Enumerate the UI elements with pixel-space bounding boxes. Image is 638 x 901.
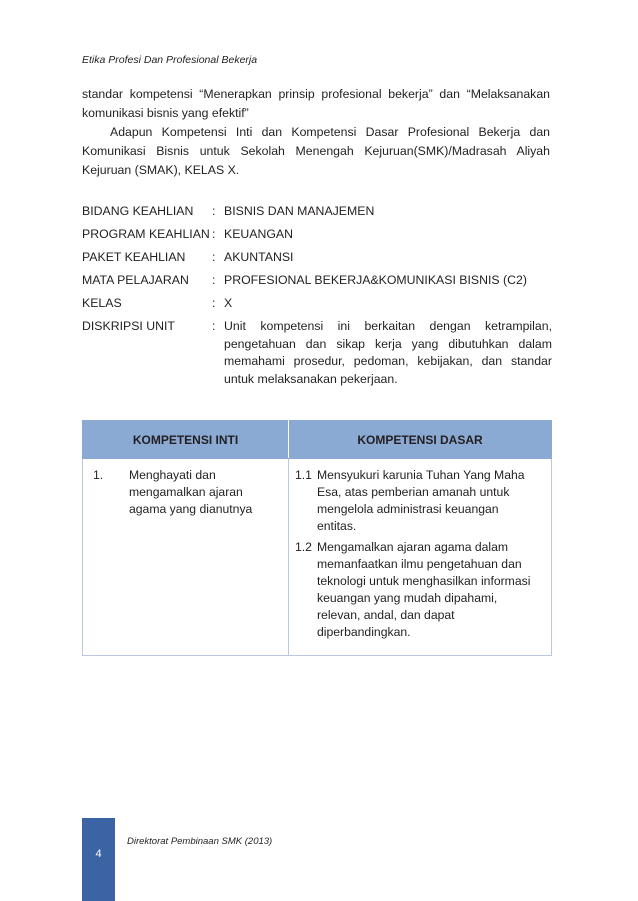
ki-number: 1. [93,468,104,482]
info-value: AKUNTANSI [224,250,294,264]
info-label: MATA PELAJARAN [82,273,189,287]
info-value: KEUANGAN [224,227,294,241]
info-row-diskripsi-unit [82,318,552,388]
kd-number: 1.2 [295,540,312,554]
info-value: X [224,296,233,310]
kd-cell [289,459,552,656]
paragraph-2: Adapun Kompetensi Inti dan Kompetensi Dasar Profesional Bekerja dan Komunikasi Bisnis untuk Sekolah Menengah Kejuruan(SMK)/Madrasah Aliyah Kejuruan (SMAK), KELAS X. [82,125,550,177]
kd-text: Mengamalkan ajaran agama dalam memanfaatkan ilmu pengetahuan dan teknologi untuk menghasilkan informasi keuangan yang mudah dipahami, relevan, andal, dan dapat diperbandingkan. [317,540,531,639]
info-colon: : [212,227,216,241]
info-row-paket-keahlian [82,249,552,266]
info-label: PAKET KEAHLIAN [82,250,186,264]
info-row-mata-pelajaran [82,272,552,289]
info-colon: : [212,319,216,333]
info-label: KELAS [82,296,122,310]
kd-item [289,467,551,535]
footer-text: Direktorat Pembinaan SMK (2013) [127,836,273,847]
info-value: BISNIS DAN MANAJEMEN [224,204,375,218]
ki-cell [83,459,289,656]
page-number: 4 [95,848,102,860]
header-kompetensi-dasar: KOMPETENSI DASAR [289,421,552,459]
kd-text: Mensyukuri karunia Tuhan Yang Maha Esa, atas pemberian amanah untuk mengelola administrasi keuangan entitas. [317,468,525,533]
info-label: DISKRIPSI UNIT [82,319,175,333]
info-label: PROGRAM KEAHLIAN [82,227,210,241]
info-row-bidang-keahlian [82,203,552,220]
footer-page-tab [82,818,115,901]
competency-table [82,420,552,656]
running-header: Etika Profesi Dan Profesional Bekerja [82,54,258,66]
header-kompetensi-inti: KOMPETENSI INTI [83,421,289,459]
info-colon: : [212,250,216,264]
kd-number: 1.1 [295,468,312,482]
info-colon: : [212,273,216,287]
info-colon: : [212,296,216,310]
info-colon: : [212,204,216,218]
table-row [83,459,552,656]
info-row-kelas [82,295,552,312]
info-value: Unit kompetensi ini berkaitan dengan ketrampilan, pengetahuan dan sikap kerja yang dibutuhkan dalam memahami prosedur, pedoman, kebijakan, dan standar untuk melaksanakan pekerjaan. [224,319,552,386]
ki-text: Menghayati dan mengamalkan ajaran agama yang dianutnya [129,468,253,516]
info-label: BIDANG KEAHLIAN [82,204,194,218]
kd-item [289,539,551,641]
info-value: PROFESIONAL BEKERJA&KOMUNIKASI BISNIS (C2) [224,273,527,287]
paragraph-1: standar kompetensi “Menerapkan prinsip profesional bekerja” dan “Melaksanakan komunikasi bisnis yang efektif” [82,87,550,120]
table-header-row [83,421,552,459]
info-row-program-keahlian [82,226,552,243]
info-list [82,203,552,394]
